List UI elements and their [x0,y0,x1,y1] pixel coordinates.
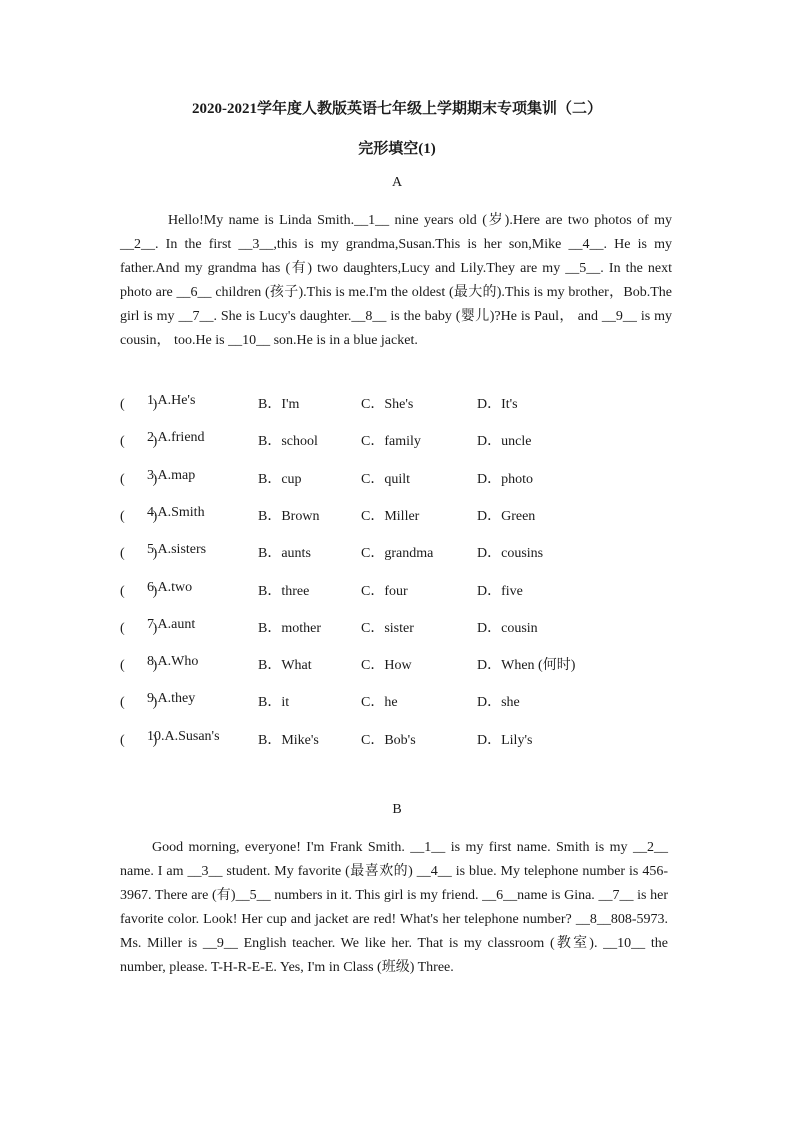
answer-blank: ( ) [120,584,158,599]
answer-blank: ( ) [120,434,158,449]
option-a: 10.A.Susan's [147,729,220,744]
option-b: B．cup [258,472,302,487]
option-b: B．I'm [258,397,300,412]
option-d: D．photo [477,472,533,487]
answer-blank: ( ) [120,733,158,748]
option-b: B．aunts [258,546,311,561]
option-a: 9.A.they [147,691,196,706]
answer-blank: ( ) [120,695,158,710]
option-c: C．sister [361,621,414,636]
passage-a: Hello!My name is Linda Smith.__1__ nine years old (岁).Here are two photos of my __2__. In the first __3__,this is my grandma,Susan.This is her son,Mike __4__. He is my father.And my grandma has (有) two daughters,Lucy and Lily.They are my __5__. In the next photo are __6__ children (孩子).This is me.I'm the oldest (最大的).This is my brother，Bob.The girl is my __7__. She is Lucy's daughter.__8__ is the baby (婴儿)?He is Paul， and __9__ is my cousin， too.He is __10__ son.He is in a blue jacket. [120,213,672,348]
option-a: 8.A.Who [147,654,199,669]
option-d: D．five [477,584,523,599]
option-d: D．Lily's [477,733,533,748]
option-b: B．Mike's [258,733,319,748]
option-a: 3.A.map [147,468,196,483]
section-a-label: A [391,175,403,190]
option-c: C．four [361,584,408,599]
answer-blank: ( ) [120,472,158,487]
option-b: B．mother [258,621,321,636]
option-c: C．Bob's [361,733,416,748]
option-a: 2.A.friend [147,430,205,445]
option-c: C．grandma [361,546,434,561]
answer-blank: ( ) [120,658,158,673]
option-c: C．How [361,658,412,673]
option-d: D．When (何时) [477,658,576,673]
page-title: 2020-2021学年度人教版英语七年级上学期期末专项集训（二） [192,101,602,117]
option-b: B．Brown [258,509,320,524]
option-b: B．it [258,695,290,710]
option-b: B．three [258,584,310,599]
option-d: D．cousin [477,621,538,636]
option-c: C．She's [361,397,414,412]
option-d: D．Green [477,509,536,524]
option-d: D．It's [477,397,518,412]
option-d: D．uncle [477,434,532,449]
answer-blank: ( ) [120,546,158,561]
option-d: D．cousins [477,546,544,561]
option-c: C．family [361,434,421,449]
option-b: B．school [258,434,318,449]
section-b-label: B [392,802,402,817]
option-b: B．What [258,658,312,673]
option-a: 5.A.sisters [147,542,207,557]
option-c: C．he [361,695,398,710]
option-c: C．Miller [361,509,420,524]
option-d: D．she [477,695,520,710]
option-c: C．quilt [361,472,411,487]
answer-blank: ( ) [120,397,158,412]
option-a: 1.A.He's [147,393,196,408]
passage-b: Good morning, everyone! I'm Frank Smith. __1__ is my first name. Smith is my __2__ name. I am __3__ student. My favorite (最喜欢的) __4__ is blue. My telephone number is 456-3967. There are (有)__5__ numbers in it. This girl is my friend. __6__name is Gina. __7__ is her favorite color. Look! Her cup and jacket are red! What's her telephone number? __8__808-5973. Ms. Miller is __9__ English teacher. We like her. That is my classroom (教室). __10__ the number, please. T-H-R-E-E. Yes, I'm in Class (班级) Three. [120,840,668,975]
option-a: 6.A.two [147,580,193,595]
page-subtitle: 完形填空(1) [358,141,436,157]
answer-blank: ( ) [120,509,158,524]
option-a: 7.A.aunt [147,617,196,632]
answer-blank: ( ) [120,621,158,636]
option-a: 4.A.Smith [147,505,205,520]
